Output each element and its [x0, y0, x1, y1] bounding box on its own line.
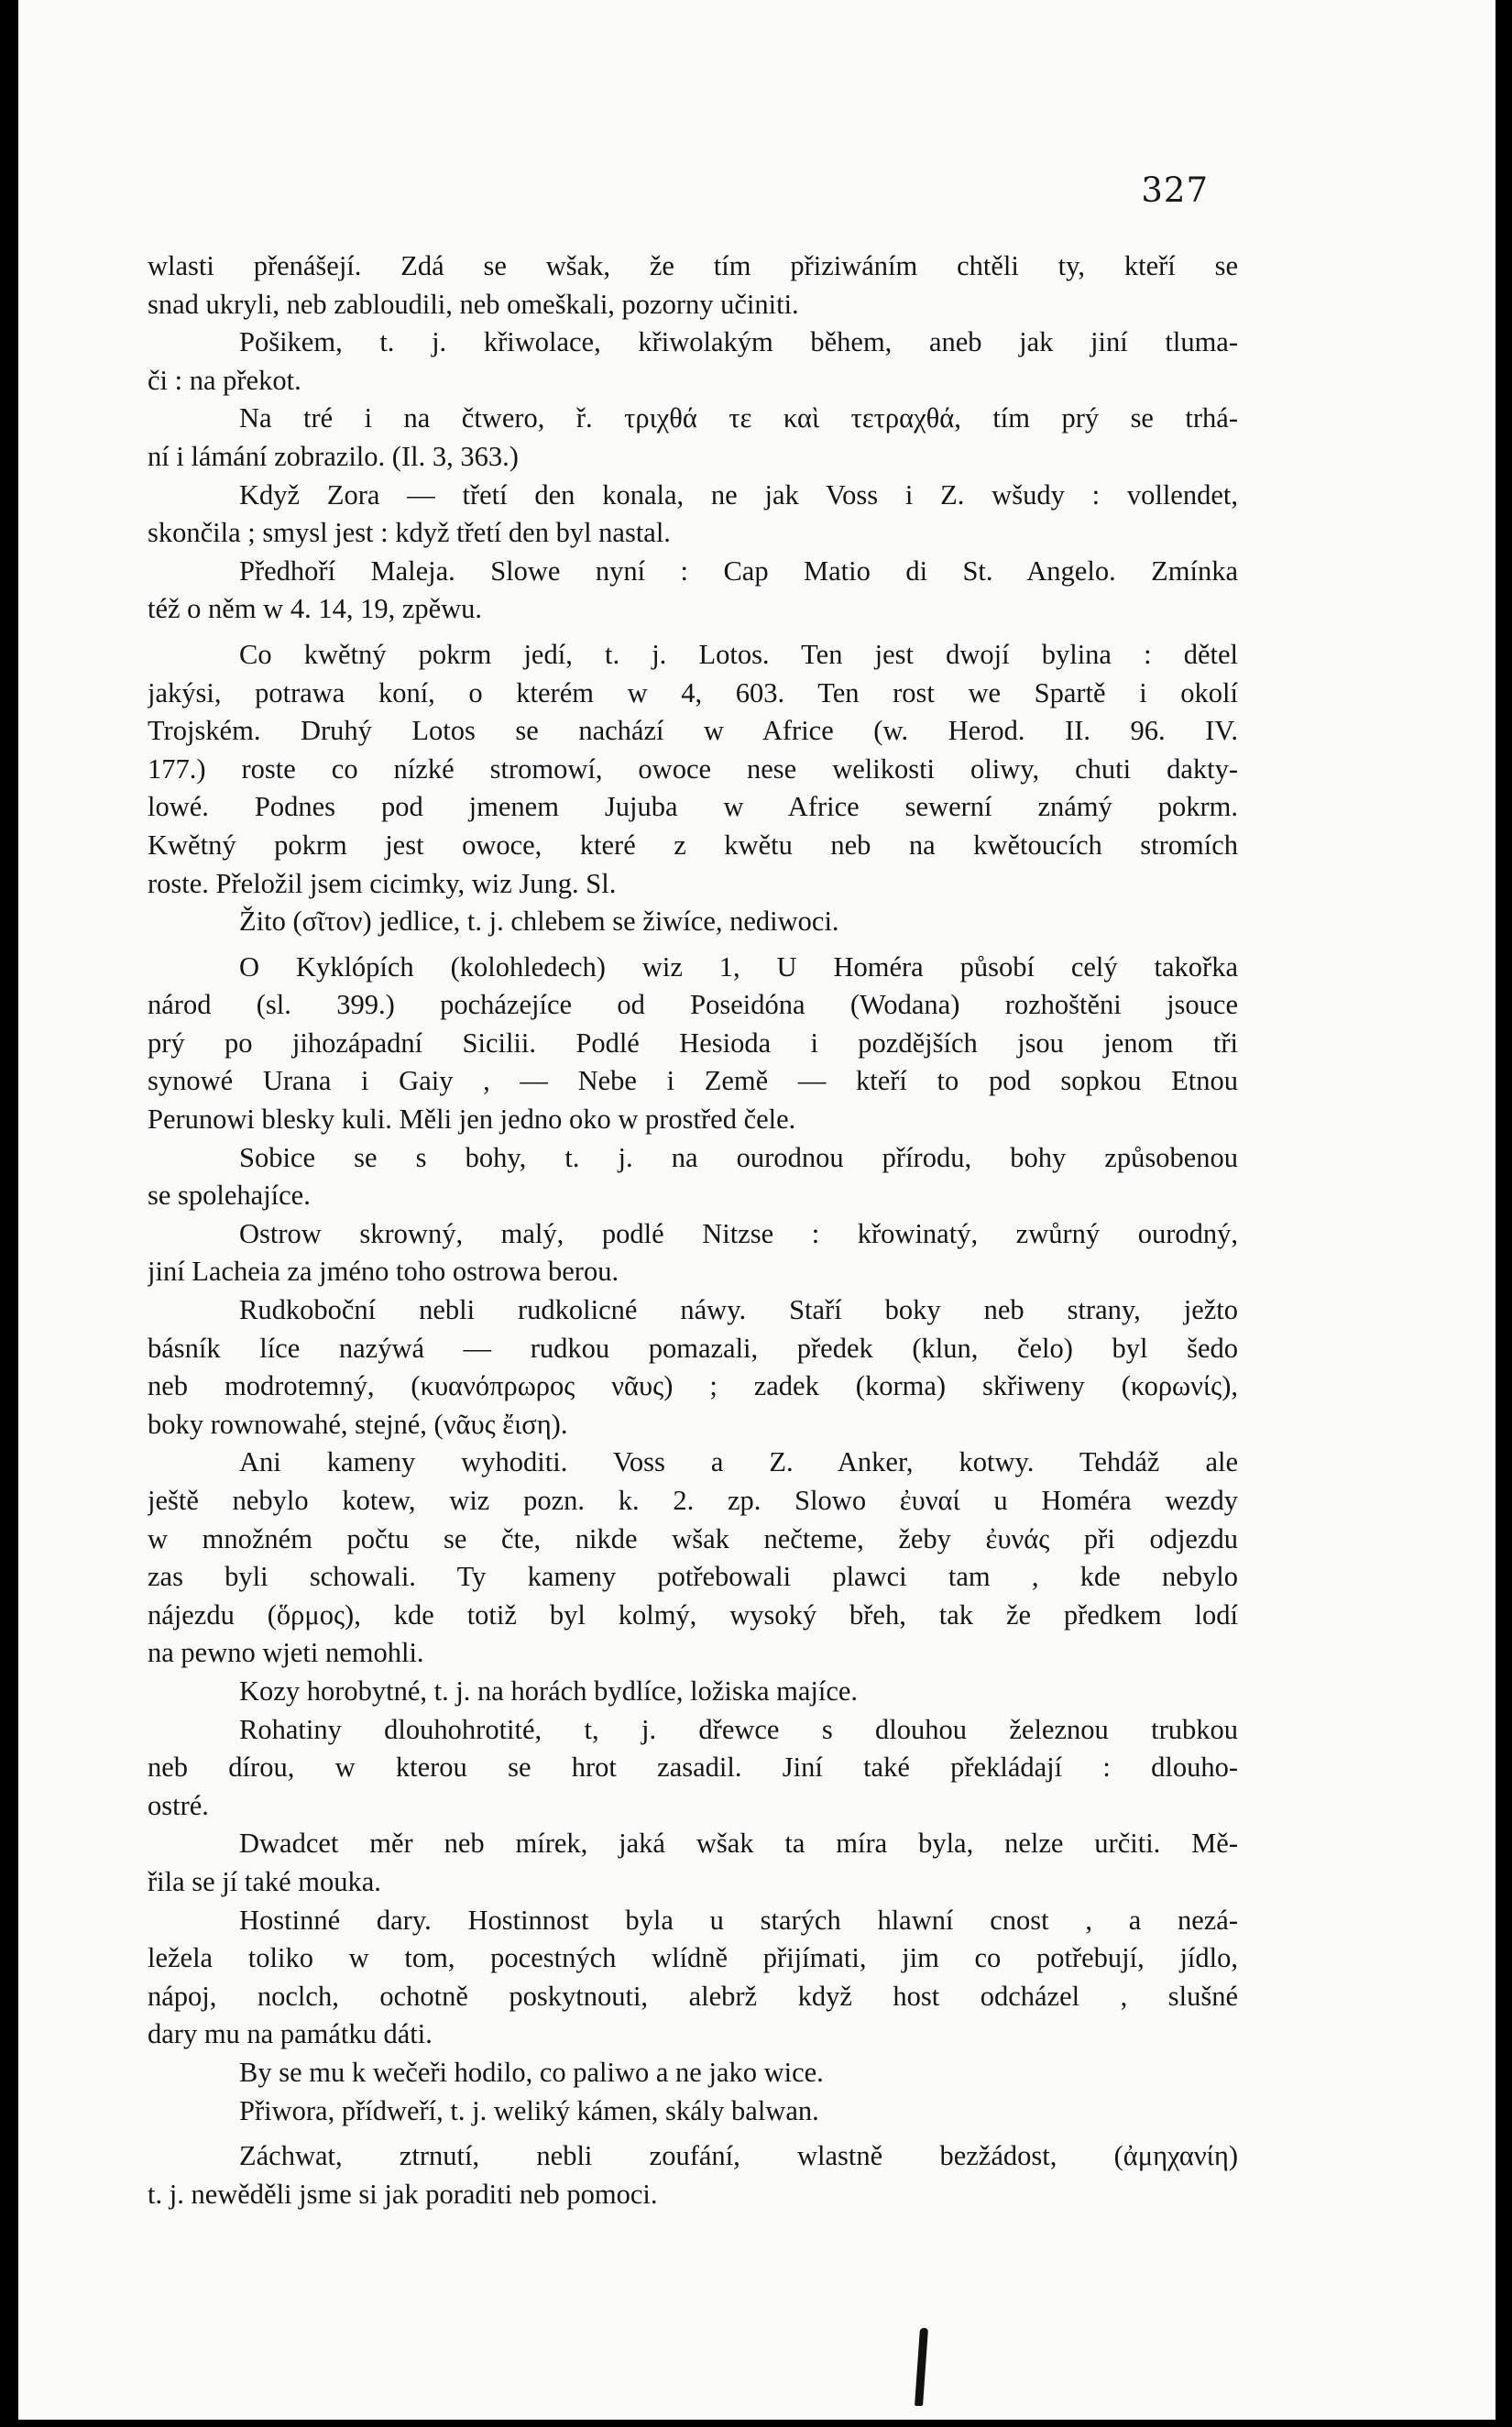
text-line: t. j. newěděli jsme si jak poraditi neb pomoci.: [148, 2178, 658, 2210]
text-line: Trojském. Druhý Lotos se nachází w Africe (w. Herod. II. 96. IV.: [148, 715, 1238, 747]
text-line: roste. Přeložil jsem cicimky, wiz Jung. Sl.: [148, 867, 617, 899]
text-line: jakýsi, potrawa koní, o kterém w 4, 603. Ten rost we Spartě i okolí: [148, 676, 1238, 708]
text-line: Pošikem, t. j. křiwolace, křiwolakým během, aneb jak jiní tluma-: [239, 326, 1238, 358]
text-line: w množném počtu se čte, nikde wšak nečteme, žeby ἐυνάς při odjezdu: [148, 1522, 1238, 1554]
text-line: zas byli schowali. Ty kameny potřebowali plawci tam , kde nebylo: [148, 1561, 1238, 1593]
text-line: skončila ; smysl jest : když třetí den byl nastal.: [148, 517, 671, 549]
text-line: boky rownowahé, stejné, (νᾶυς ἔιση).: [148, 1408, 568, 1440]
text-line: ještě nebylo kotew, wiz pozn. k. 2. zp. Slowo ἐυναί u Homéra wezdy: [148, 1485, 1238, 1516]
text-line: neb dírou, w kterou se hrot zasadil. Jiní také překládají : dlouho-: [148, 1752, 1238, 1784]
text-line: ní i lámání zobrazilo. (Il. 3, 363.): [148, 440, 519, 472]
text-line: Rudkoboční nebli rudkolicné náwy. Staří boky neb strany, ježto: [239, 1294, 1238, 1326]
text-line: Přiwora, přídweří, t. j. weliký kámen, skály balwan.: [239, 2094, 819, 2126]
text-line: básník líce nazýwá — rudkou pomazali, předek (klun, čelo) byl šedo: [148, 1332, 1238, 1364]
text-line: se spolehajíce.: [148, 1180, 311, 1212]
text-line: O Kyklópích (kolohledech) wiz 1, U Homéra působí celý takořka: [239, 950, 1238, 983]
text-line: neb modrotemný, (κυανόπρωρος νᾶυς) ; zadek (korma) skřiweny (κορωνίς),: [148, 1370, 1238, 1402]
text-line: Kozy horobytné, t. j. na horách bydlíce, ložiska majíce.: [239, 1675, 859, 1707]
text-line: nájezdu (ὅρμος), kde totiž byl kolmý, wysoký břeh, tak že předkem lodí: [148, 1598, 1238, 1631]
text-line: či : na překot.: [148, 364, 301, 396]
text-line: Záchwat, ztrnutí, nebli zoufání, wlastně bezžádost, (ἀμηχανίη): [239, 2140, 1238, 2172]
text-line: By se mu k wečeři hodilo, co paliwo a ne jako wice.: [239, 2056, 824, 2088]
text-line: jiní Lacheia za jméno toho ostrowa berou.: [148, 1256, 619, 1288]
text-line: nápoj, noclch, ochotně poskytnouti, alebrž když host odcházel , slušné: [148, 1980, 1238, 2012]
text-line: wlasti přenášejí. Zdá se wšak, že tím přiziwáním chtěli ty, kteří se: [148, 250, 1238, 281]
text-line: Ostrow skrowný, malý, podlé Nitzse : křowinatý, zwůrný ourodný,: [239, 1217, 1238, 1249]
text-line: Co kwětný pokrm jedí, t. j. Lotos. Ten jest dwojí bylina : dětel: [239, 638, 1238, 670]
text-line: prý po jihozápadní Sicilii. Podlé Hesioda i pozdějších jsou jenom tři: [148, 1027, 1238, 1059]
text-line: Předhoří Maleja. Slowe nyní : Cap Matio di St. Angelo. Zmínka: [239, 555, 1238, 587]
text-line: ostré.: [148, 1789, 209, 1821]
text-line: národ (sl. 399.) pocházejíce od Poseidóna (Wodana) rozhoštěni jsouce: [148, 989, 1238, 1021]
text-line: dary mu na památku dáti.: [148, 2018, 433, 2050]
text-line: Kwětný pokrm jest owoce, které z kwětu neb na kwětoucích stromích: [148, 829, 1238, 861]
text-line: snad ukryli, neb zabloudili, neb omeškali, pozorny učiniti.: [148, 288, 799, 320]
text-line: Ani kameny wyhoditi. Voss a Z. Anker, kotwy. Tehdáž ale: [239, 1446, 1238, 1478]
text-line: Sobice se s bohy, t. j. na ourodnou přírodu, bohy způsobenou: [239, 1141, 1238, 1173]
book-page: [18, 0, 1496, 2420]
text-line: 177.) roste co nízké stromowí, owoce nese welikosti oliwy, chuti dakty-: [148, 752, 1238, 785]
text-line: lowé. Podnes pod jmenem Jujuba w Africe sewerní známý pokrm.: [148, 791, 1238, 823]
page-number: 327: [1141, 170, 1209, 210]
body-text: [148, 247, 1238, 2213]
ink-mark: [915, 2328, 928, 2406]
text-line: Perunowi blesky kuli. Měli jen jedno oko w prostřed čele.: [148, 1104, 796, 1136]
text-line: Žito (σῖτον) jedlice, t. j. chlebem se žiwíce, nediwoci.: [239, 906, 839, 938]
text-line: Rohatiny dlouhohrotité, t, j. dřewce s dlouhou železnou trubkou: [239, 1713, 1238, 1745]
text-line: Když Zora — třetí den konala, ne jak Voss i Z. wšudy : vollendet,: [239, 478, 1238, 511]
text-line: Dwadcet měr neb mírek, jaká wšak ta míra byla, nelze určiti. Mě-: [239, 1828, 1238, 1860]
text-line: na pewno wjeti nemohli.: [148, 1637, 424, 1669]
text-line: též o něm w 4. 14, 19, zpěwu.: [148, 593, 483, 625]
text-line: Na tré i na čtwero, ř. τριχθά τε καὶ τετραχθά, tím prý se trhá-: [239, 402, 1238, 434]
text-line: synowé Urana i Gaiy , — Nebe i Země — kteří to pod sopkou Etnou: [148, 1065, 1238, 1097]
text-line: ležela toliko w tom, pocestných wlídně přijímati, jim co potřebují, jídlo,: [148, 1942, 1238, 1974]
text-line: řila se jí také mouka.: [148, 1865, 381, 1897]
text-line: Hostinné dary. Hostinnost byla u starých hlawní cnost , a nezá-: [239, 1904, 1238, 1936]
